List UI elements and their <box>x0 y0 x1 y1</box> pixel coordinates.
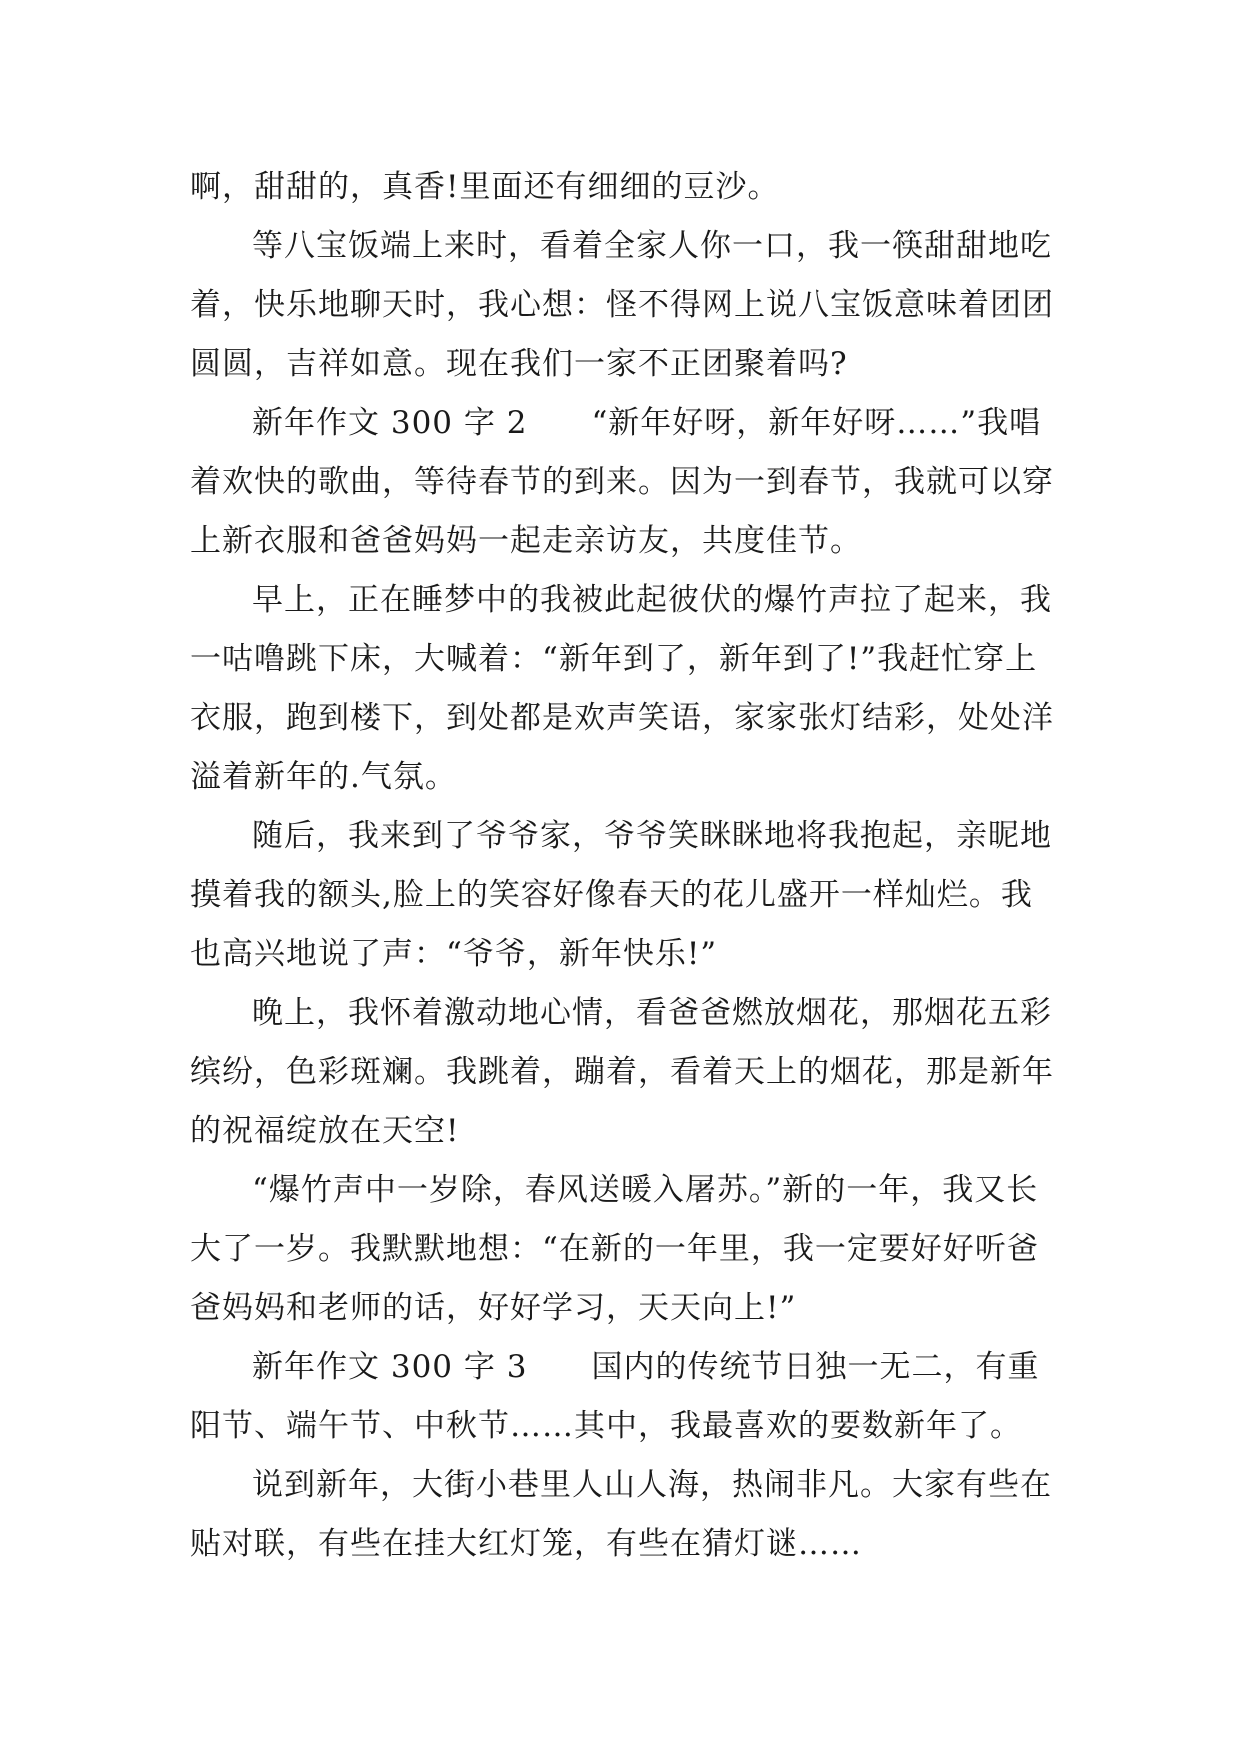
paragraph: 随后，我来到了爷爷家，爷爷笑眯眯地将我抱起，亲昵地摸着我的额头,脸上的笑容好像春天的花儿盛开一样灿烂。我也高兴地说了声：“爷爷，新年快乐!” <box>190 818 1052 972</box>
paragraph-essay-2-start: 新年作文 300 字 2 “新年好呀，新年好呀……”我唱着欢快的歌曲，等待春节的到来。因为一到春节，我就可以穿上新衣服和爸爸妈妈一起走亲访友，共度佳节。 <box>190 405 1054 559</box>
paragraph-essay-3-start: 新年作文 300 字 3 国内的传统节日独一无二，有重阳节、端午节、中秋节……其中，我最喜欢的要数新年了。 <box>190 1349 1040 1444</box>
paragraph: 说到新年，大街小巷里人山人海，热闹非凡。大家有些在贴对联，有些在挂大红灯笼，有些在猜灯谜…… <box>190 1467 1052 1562</box>
paragraph: 晚上，我怀着激动地心情，看爸爸燃放烟花，那烟花五彩缤纷，色彩斑斓。我跳着，蹦着，看着天上的烟花，那是新年的祝福绽放在天空! <box>190 995 1054 1149</box>
paragraph: “爆竹声中一岁除，春风送暖入屠苏。”新的一年，我又长大了一岁。我默默地想：“在新的一年里，我一定要好好听爸爸妈妈和老师的话，好好学习，天天向上!” <box>190 1172 1039 1326</box>
paragraph-continuation: 啊，甜甜的，真香!里面还有细细的豆沙。 <box>190 169 780 205</box>
paragraph: 早上，正在睡梦中的我被此起彼伏的爆竹声拉了起来，我一咕噜跳下床，大喊着：“新年到了，新年到了!”我赶忙穿上衣服，跑到楼下，到处都是欢声笑语，家家张灯结彩，处处洋溢着新年的.气氛。 <box>190 582 1054 795</box>
paragraph: 等八宝饭端上来时，看着全家人你一口，我一筷甜甜地吃着，快乐地聊天时，我心想：怪不得网上说八宝饭意味着团团圆圆，吉祥如意。现在我们一家不正团聚着吗? <box>190 228 1054 382</box>
document-body <box>190 158 1060 1574</box>
